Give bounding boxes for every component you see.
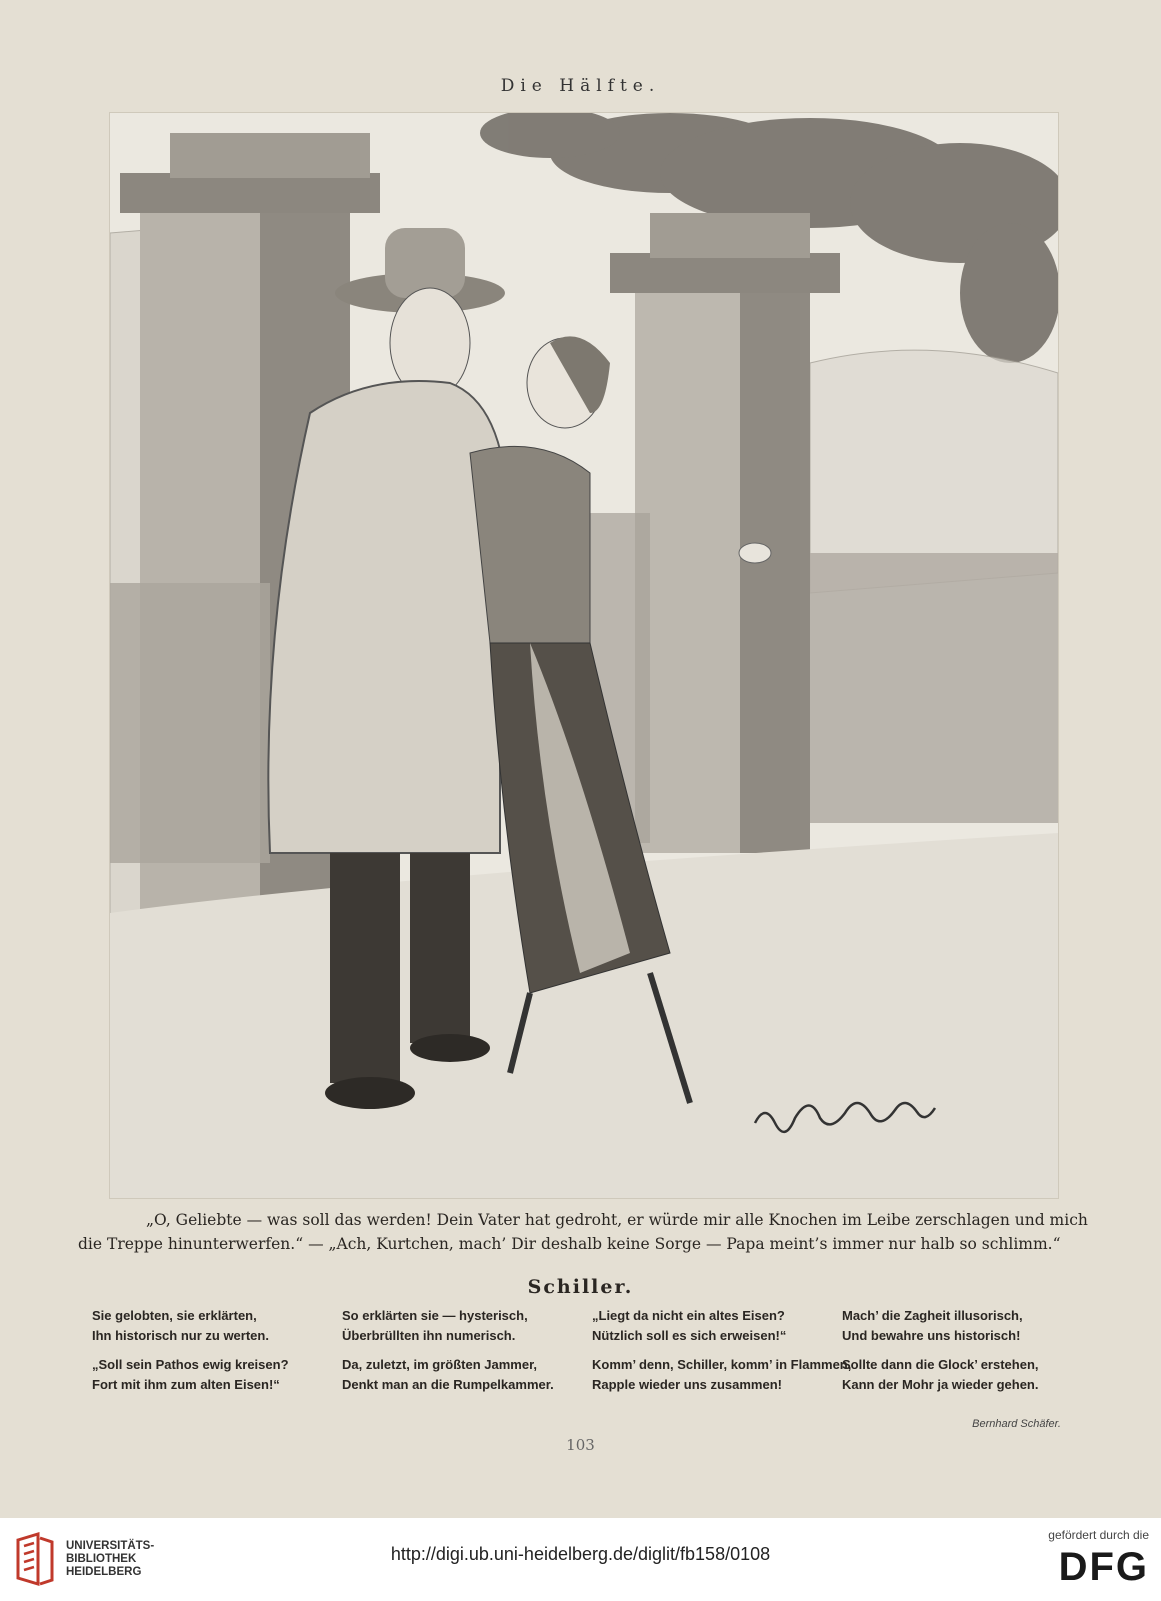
page-title: Die Hälfte. [500, 76, 661, 96]
dfg-logo: DFG [1058, 1545, 1149, 1589]
verse-line: Komm’ denn, Schiller, komm’ in Flammen, [592, 1357, 852, 1372]
permalink-url[interactable]: http://digi.ub.uni-heidelberg.de/diglit/fb158/0108 [390, 1544, 771, 1564]
dfg-funding-block[interactable] [999, 1528, 1149, 1588]
poem-column-1 [92, 1306, 332, 1404]
verse-line: Ihn historisch nur zu werten. [92, 1328, 269, 1343]
verse-line: „Soll sein Pathos ewig kreisen? [92, 1357, 289, 1372]
institution-line: UNIVERSITÄTS- [66, 1540, 155, 1552]
verse-line: Kann der Mohr ja wieder gehen. [842, 1377, 1039, 1392]
verse-line: Sollte dann die Glock’ erstehen, [842, 1357, 1039, 1372]
verse-line: Rapple wieder uns zusammen! [592, 1377, 782, 1392]
stanza [342, 1306, 582, 1346]
stanza [592, 1355, 852, 1395]
verse-line: Sie gelobten, sie erklärten, [92, 1308, 257, 1323]
stanza [92, 1355, 332, 1395]
stanza [342, 1355, 582, 1395]
verse-line: Da, zuletzt, im größten Jammer, [342, 1357, 538, 1372]
poem-column-2 [342, 1306, 582, 1404]
institution-line: BIBLIOTHEK [66, 1553, 137, 1565]
poem-author: Bernhard Schäfer. [972, 1418, 1061, 1430]
stanza [842, 1355, 1082, 1395]
verse-line: Mach’ die Zagheit illusorisch, [842, 1308, 1023, 1323]
verse-line: „Liegt da nicht ein altes Eisen? [592, 1308, 785, 1323]
stanza [842, 1306, 1082, 1346]
viewer-footer [0, 1518, 1161, 1601]
poem-column-4 [842, 1306, 1082, 1404]
verse-line: Und bewahre uns historisch! [842, 1328, 1021, 1343]
stanza [592, 1306, 832, 1346]
page-number: 103 [566, 1436, 595, 1454]
funding-text: gefördert durch die [1048, 1528, 1149, 1542]
verse-line: Fort mit ihm zum alten Eisen!“ [92, 1377, 280, 1392]
institution-line: HEIDELBERG [66, 1566, 142, 1578]
caption-line-1: „O, Geliebte — was soll das werden! Dein Vater hat gedroht, er würde mir alle Knochen im Leibe zerschlagen und mich [146, 1211, 1088, 1229]
poem-title: Schiller. [527, 1276, 634, 1298]
illustration [109, 112, 1059, 1199]
poem-body [92, 1306, 1082, 1404]
caption-line-2: die Treppe hinunterwerfen.“ — „Ach, Kurtchen, mach’ Dir deshalb keine Sorge — Papa meint’s immer nur halb so schlimm.“ [78, 1235, 1061, 1253]
verse-line: Überbrüllten ihn numerisch. [342, 1328, 516, 1343]
illustration-caption [78, 1208, 1088, 1256]
verse-line: Nützlich soll es sich erweisen!“ [592, 1328, 787, 1343]
poem-column-3 [592, 1306, 852, 1404]
verse-line: Denkt man an die Rumpelkammer. [342, 1377, 554, 1392]
stanza [92, 1306, 332, 1346]
verse-line: So erklärten sie — hysterisch, [342, 1308, 528, 1323]
